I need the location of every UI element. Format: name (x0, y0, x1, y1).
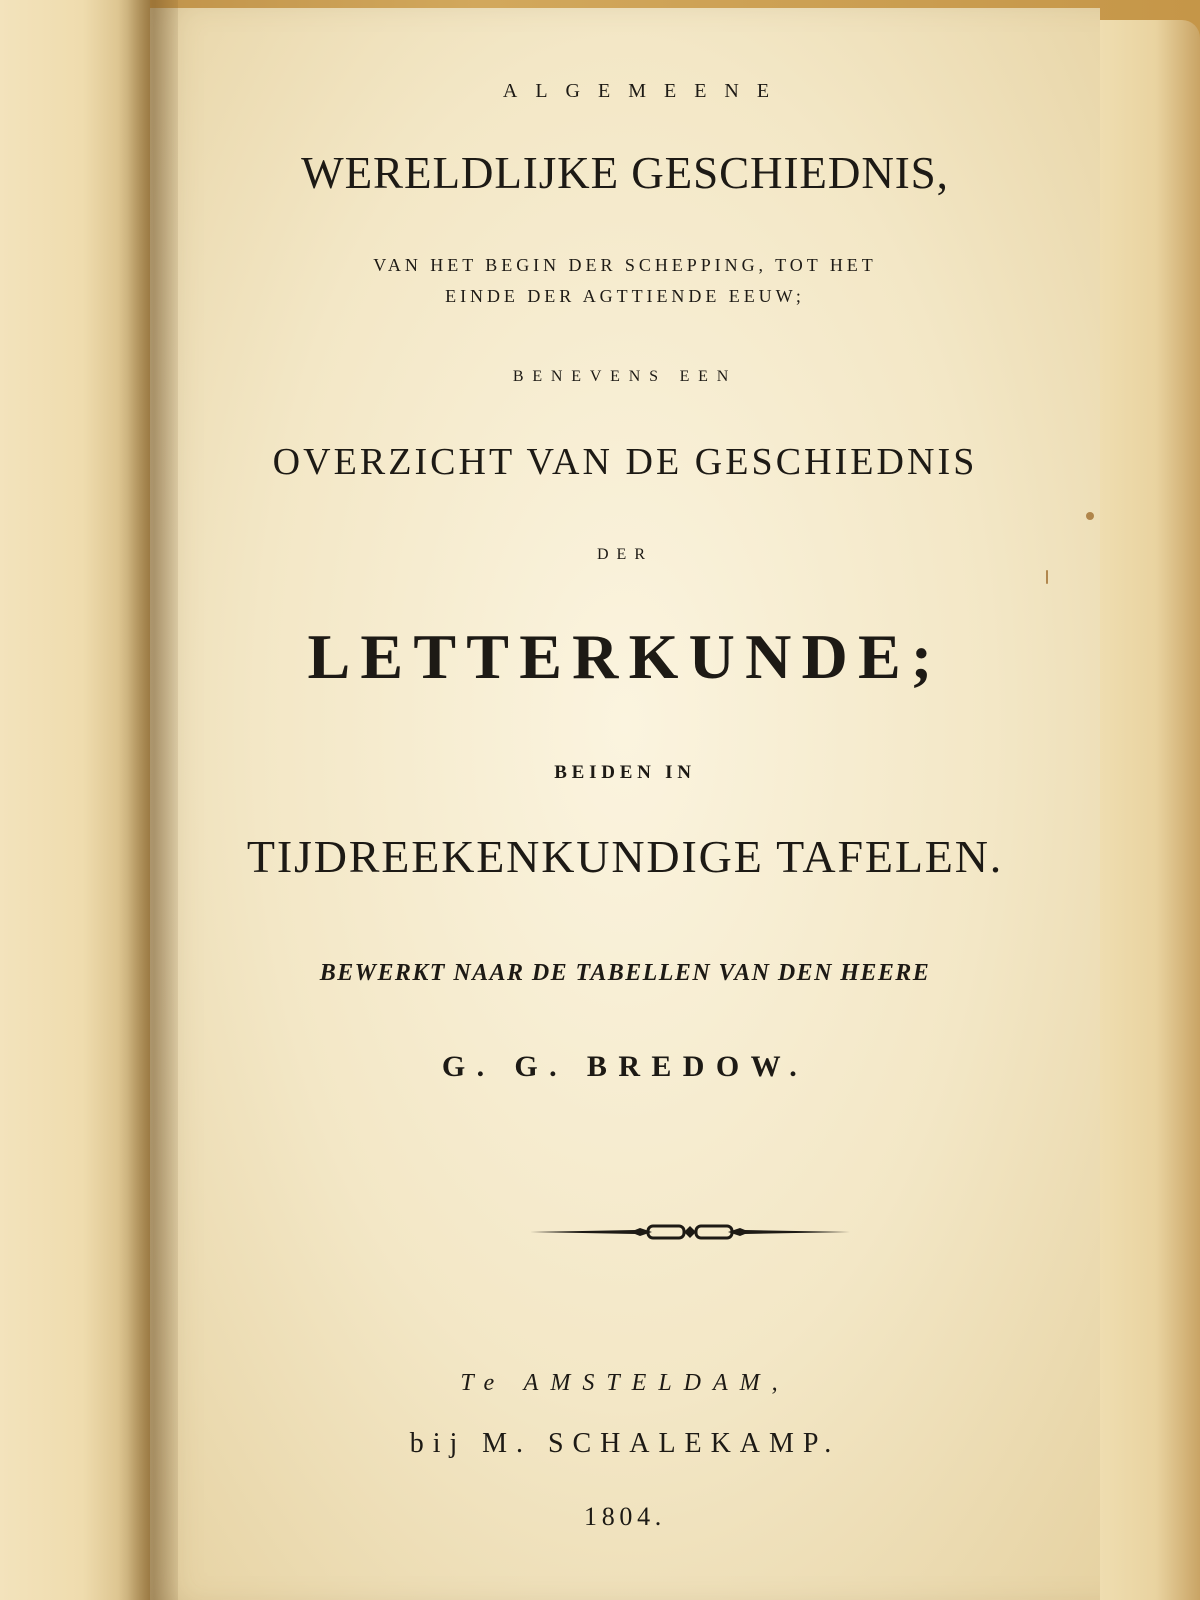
title-line-wereldlijke-geschiednis: WERELDLIJKE GESCHIEDNIS, (301, 147, 949, 198)
imprint-printer: bij M. SCHALEKAMP. (409, 1428, 841, 1459)
page-stack-edge (1090, 20, 1200, 1600)
foxing-spot (1046, 570, 1048, 584)
author-name: G. G. BREDOW. (441, 1050, 809, 1083)
title-line-einde-eeuw: EINDE DER AGTTIENDE EEUW; (445, 286, 805, 306)
imprint-place: Te AMSTELDAM, (460, 1370, 790, 1396)
title-page (150, 8, 1100, 1600)
imprint-year: 1804. (584, 1502, 666, 1531)
title-line-benevens: BENEVENS EEN (512, 368, 738, 385)
title-line-beiden-in: BEIDEN IN (554, 762, 696, 783)
gutter-shadow (118, 0, 178, 1600)
title-line-tafelen: TIJDREEKENKUNDIGE TAFELEN. (246, 831, 1004, 882)
title-line-overzicht: OVERZICHT VAN DE GESCHIEDNIS (272, 441, 978, 483)
foxing-spot (1086, 512, 1094, 520)
title-line-algemeene: ALGEMEENE (502, 80, 788, 102)
title-line-bewerkt: BEWERKT NAAR DE TABELLEN VAN DEN HEERE (319, 960, 931, 986)
title-line-begin-scheppping: VAN HET BEGIN DER SCHEPPING, TOT HET (373, 255, 877, 275)
title-line-der: DER (597, 546, 653, 563)
ornament-rule-icon (530, 1218, 850, 1246)
title-line-letterkunde: LETTERKUNDE; (307, 621, 943, 692)
